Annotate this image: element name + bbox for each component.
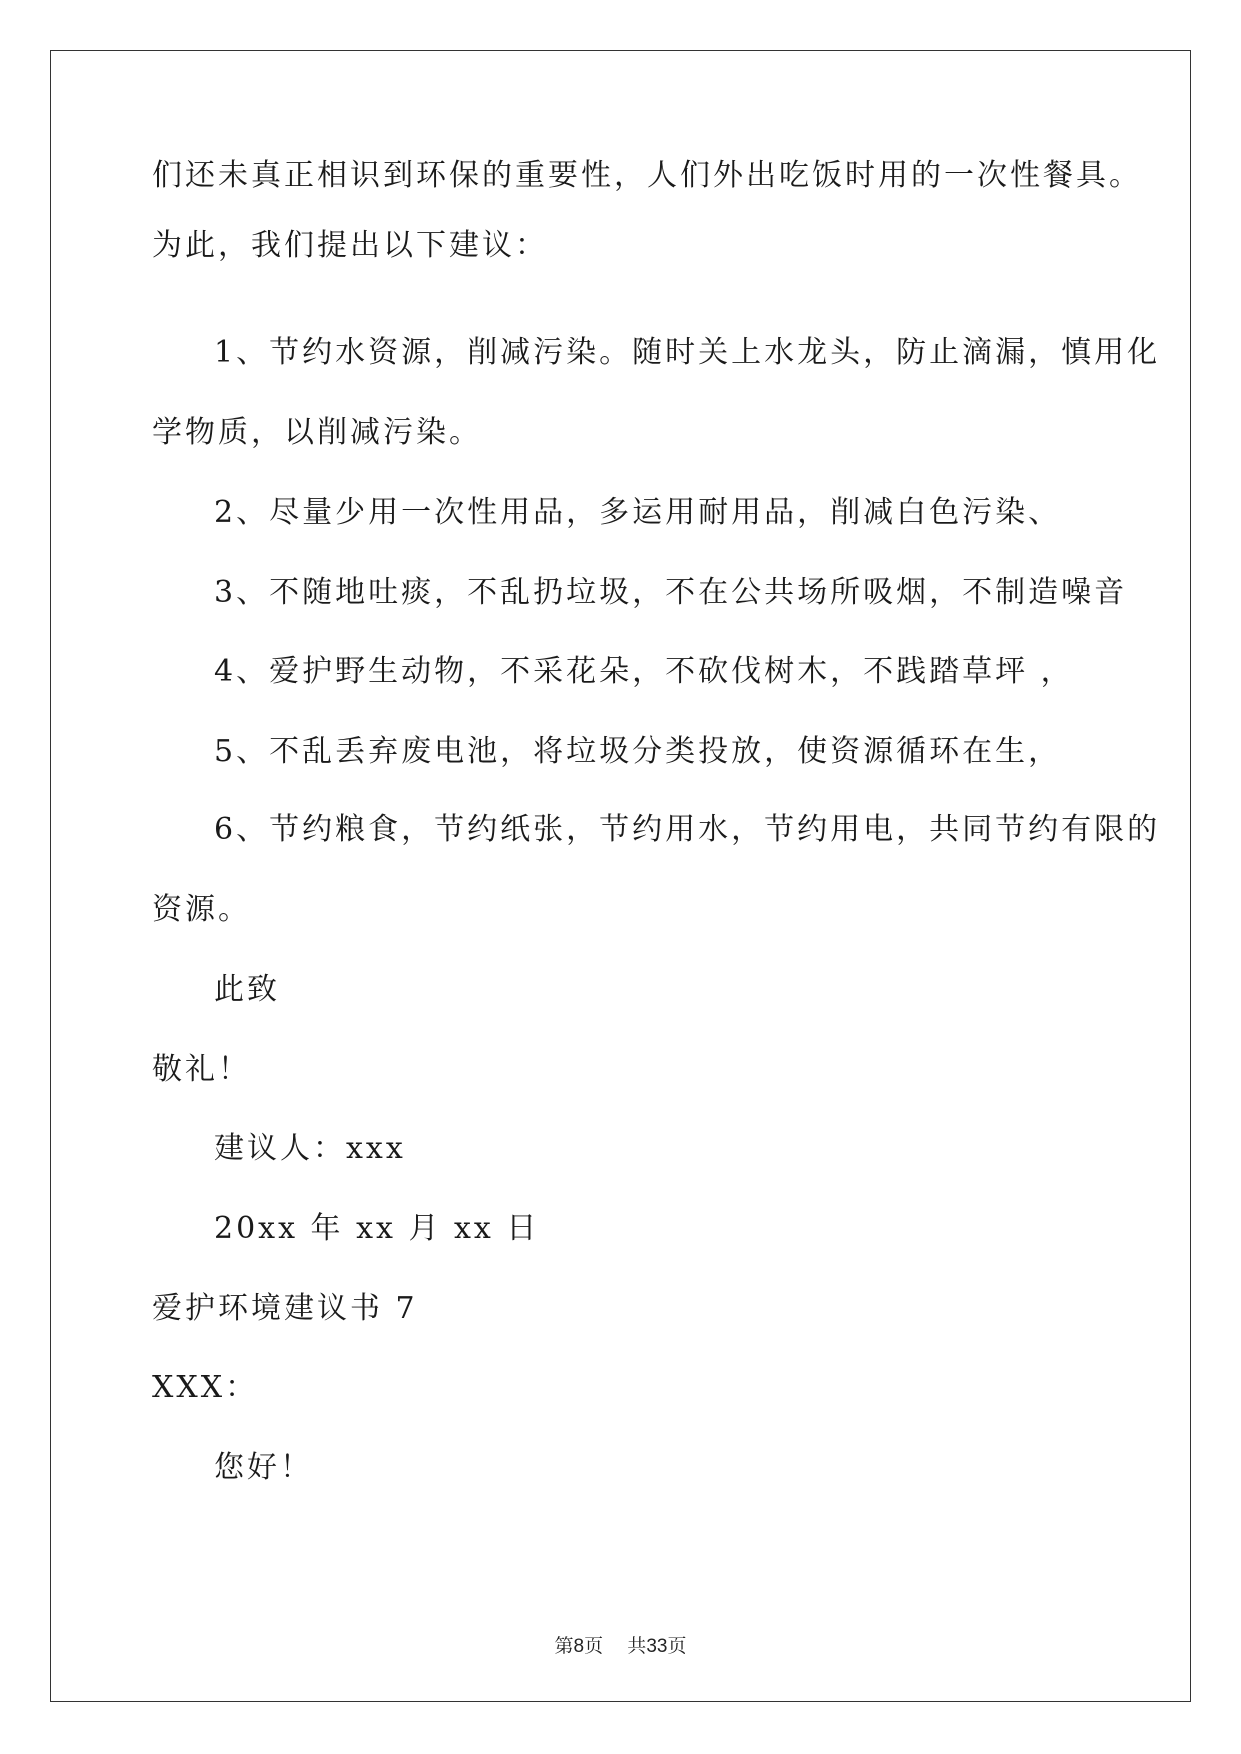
suggestion-2: 2、尽量少用一次性用品，多运用耐用品，削减白色污染、	[214, 495, 1062, 530]
page-prefix: 第	[554, 1635, 574, 1657]
proposer-line: 建议人：xxx	[214, 1131, 406, 1166]
total-suffix: 页	[667, 1635, 687, 1657]
suggestion-3: 3、不随地吐痰，不乱扔垃圾，不在公共场所吸烟，不制造噪音	[214, 575, 1128, 610]
suggestion-6-continued: 资源。	[152, 892, 251, 927]
text-line-1: 们还未真正相识到环保的重要性，人们外出吃饭时用的一次性餐具。	[152, 158, 1142, 193]
suggestion-6: 6、节约粮食，节约纸张，节约用水，节约用电，共同节约有限的	[214, 812, 1161, 847]
text-line-2: 为此，我们提出以下建议：	[152, 228, 548, 263]
total-pages: 33	[646, 1636, 668, 1657]
closing-respect: 敬礼！	[152, 1052, 251, 1087]
greeting-line: 您好！	[214, 1450, 313, 1485]
page-suffix: 页	[584, 1635, 604, 1657]
total-prefix: 共	[627, 1635, 647, 1657]
suggestion-4: 4、爱护野生动物，不采花朵，不砍伐树木，不践踏草坪 ，	[214, 654, 1074, 689]
page-footer	[0, 1634, 1241, 1659]
date-line: 20xx 年 xx 月 xx 日	[214, 1211, 540, 1246]
recipient-line: XXX：	[152, 1370, 259, 1405]
suggestion-1-continued: 学物质，以削减污染。	[152, 415, 482, 450]
section-title: 爱护环境建议书 7	[152, 1291, 418, 1326]
page-number: 8	[573, 1636, 585, 1657]
suggestion-1: 1、节约水资源，削减污染。随时关上水龙头，防止滴漏，慎用化	[214, 335, 1161, 370]
closing-salutation: 此致	[214, 972, 280, 1007]
suggestion-5: 5、不乱丢弃废电池，将垃圾分类投放，使资源循环在生，	[214, 734, 1062, 769]
